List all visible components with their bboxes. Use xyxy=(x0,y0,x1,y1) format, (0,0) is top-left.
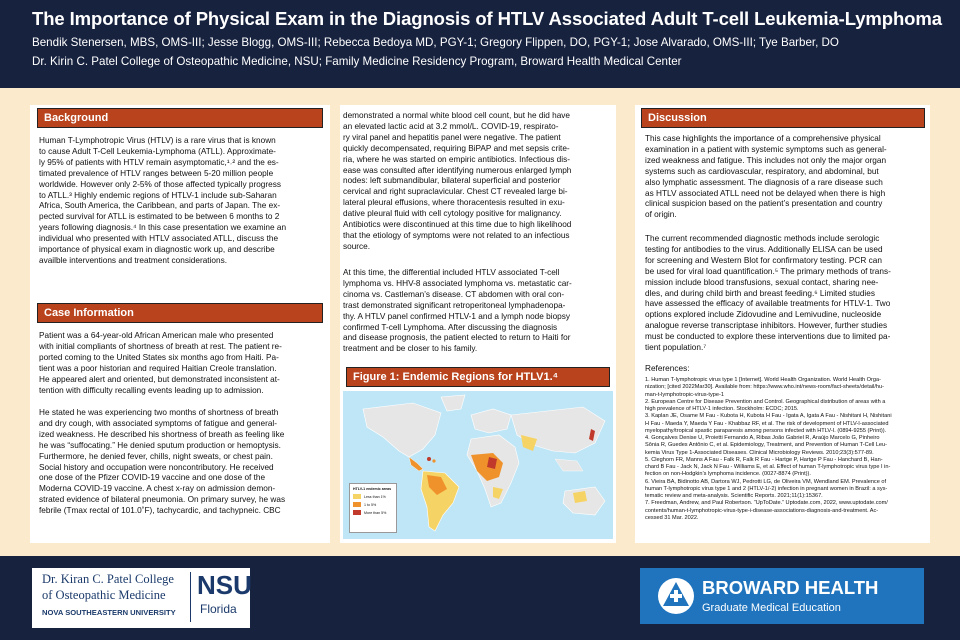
legend-title: HTLV-1 endemic areas xyxy=(353,487,392,491)
discussion-text-1: This case highlights the importance of a comprehensive physical examination in a patient with systemic symptoms such as general- ized weakness and fatigue. This includes not only the major organ systems such as cardiovascular, respiratory, and abdominal, but also lymphatic assessment. The diagnosis of a rare disease such as HTLV associated ATLL need not be delayed when there is high clinical suspicion based on the patient’s presentation and country of origin. xyxy=(645,134,887,220)
nsu-mark: NSU xyxy=(197,570,252,600)
broward-health-name: BROWARD HEALTH xyxy=(702,577,879,598)
map-legend xyxy=(349,483,397,533)
case-continued-text-2: At this time, the differential included HTLV associated T-cell lymphoma vs. HHV-8 associated lymphoma vs. metastatic car- cinoma vs. Castleman’s disease. CT abdomen with oral con- trast demonstrated significant retroperitoneal lymphadenopa- thy. A HTLV panel confirmed HTLV-1 and a lymph node biopsy confirmed T-cell Lymphoma. After discussing the diagnosis and disease prognosis, the patient elected to return to Haiti for treatment and be closer to his family. xyxy=(343,268,572,354)
legend-item-high: More than 5% xyxy=(364,510,387,515)
case-information-text-1: Patient was a 64-year-old African American male who presented with initial compliants of shortness of breath at rest. The patient re- ported coming to the United States six months ago from Haiti. Pa- tient was a poor historian and required Haitian Creole translation. He appeared alert and oriented, but demonstrated inconsistent at- tention with difficulty recalling events leading up to admission. xyxy=(39,331,282,395)
case-information-text-2: He stated he was experiencing two months of shortness of breath and dry cough, with associated symptoms of fatigue and general- ized weakness. He described his shortness of breath as feeling like he was “suffocating.” He denied sputum production or hemoptysis. Furthermore, he denied fever, chills, night sweats, or chest pain. Social history and occupation were noncontributory. He received one dose of the Pfizer COVID-19 vaccine and one dose of the Moderna COVID-19 vaccine. A chest x-ray on admission demon- strated evidence of bilateral pneumonia. On primary survey, he was febrile (Tmax rectal of 101.0˚F), tachycardic, and tachypneic. CBC xyxy=(39,408,286,516)
legend-item-mid: 1 to 5% xyxy=(364,502,377,507)
nsu-university-name: NOVA SOUTHEASTERN UNIVERSITY xyxy=(42,608,176,617)
poster-title: The Importance of Physical Exam in the Diagnosis of HTLV Associated Adult T-cell Leukemia-Lymphoma xyxy=(32,8,942,29)
right-column xyxy=(635,105,930,543)
left-column xyxy=(30,105,330,543)
case-continued-text-1: demonstrated a normal white blood cell count, but he did have an elevated lactic acid at 3.2 mmol/L. COVID-19, respirato- ry viral panel and hepatitis panel were negative. The patient quickly decompensated, requiring BiPAP and met sepsis crite- ria, where he was started on empiric antibiotics. Infectious dis- ease was consulted after identifying numerous enlarged lymph nodes: left submandibular, bilateral superficial and posterior cervical and right supraclavicular. Chest CT revealed large bi- lateral pleural effusions, where thoracentesis resulted in exu- dative pleural fluid with cell cytology positive for malignancy. Antibiotics were discontinued at this time due to high likelihood that the etiology of symptoms were not related to an infectious source. xyxy=(343,111,572,251)
discussion-text-2: The current recommended diagnostic methods include serologic testing for antibodies to the virus. Additionally ELISA can be used for screening and Western Blot for confirmatory testing. PCR can be used for viral load quantification.⁵ The primary methods of trans- mission include blood transfusions, sexual contact, sharing nee- dles, and during child birth and breast feeding.⁶ Limited studies have assessed the efficacy of available treatments for HTLV-1. Two options explored include Zidovudine and Lemivudine, nucleoside analogue reverse transcriptase inhibitors. However, further studies must be conducted to explore these interventions due to limited pa- tient population.⁷ xyxy=(645,234,891,353)
endemic-regions-map xyxy=(343,391,613,539)
middle-column xyxy=(340,105,616,543)
case-information-heading: Case Information xyxy=(37,303,323,323)
legend-item-low: Less than 1% xyxy=(364,494,386,499)
broward-health-logo xyxy=(640,568,924,624)
background-heading: Background xyxy=(37,108,323,128)
broward-health-emblem-icon xyxy=(656,576,696,616)
nsu-college-line-2: of Osteopathic Medicine xyxy=(42,588,166,602)
background-text: Human T-Lymphotropic Virus (HTLV) is a rare virus that is known to cause Adult T-Cell Leukemia-Lymphoma (ATLL). Approximate- ly 95% of patients with HTLV remain asymptomatic,¹˒² and the es- timated prevalence of HTLV ranges between 5-20 million people worldwide. However only 2-5% of those affected typically progress to ATLL.³ Highly endemic regions of HTLV-1 include sub-Saharan Africa, South America, the Caribbean, and parts of Japan. The ex- pected survival for ATLL is estimated to be between 6 months to 2 years following diagnosis.⁴ In this case presentation we examine an individual who presented with HTLV associated ATLL, discuss the importance of physical exam in diagnostic work up, and describe availble interventions and treatment considerations. xyxy=(39,136,287,265)
author-list: Bendik Stenersen, MBS, OMS-III; Jesse Blogg, OMS-III; Rebecca Bedoya MD, PGY-1; Gregory Flippen, DO, PGY-1; Jose Alvarado, OMS-III; Tye Barber, DO xyxy=(32,36,839,49)
nsu-logo xyxy=(32,568,250,628)
references-list: 1. Human T-lymphotropic virus type 1 [Internet]. World Health Organization. World Health Orga- nization; [cited 2022Mar30]. Available from: https://www.who.int/news-room/fact-sheets/detail/hu- man-t-lymphotropic-virus-type-1 2. European Centre for Disease Prevention and Control. Geographical distribution of areas with a high prevalence of HTLV-1 infection. Stockholm: ECDC; 2015. 3. Kaplan JE, Osame M Fau - Kubota H, Kubota H Fau - Igata A, Igata A Fau - Nishitani H, Nishitani H Fau - Maeda Y, Maeda Y Fau - Khabbaz RF, et al. The risk of development of HTLV-I-associated myelopathy/tropical spastic paraparesis among persons infected with HTLV-I. (0894-9255 (Print)). 4. Gonçalves Denise U, Proietti Fernando A, Ribas João Gabriel R, Araújo Marcelo G, Pinheiro Sônia R, Guedes Antônio C, et al. Epidemiology, Treatment, and Prevention of Human T-Cell Leu- kemia Virus Type 1-Associated Diseases. Clinical Microbiology Reviews. 2010;23(3):577-89. 5. Cleghorn FR, Manns A Fau - Falk R, Falk R Fau - Hartge P, Hartge P Fau - Hanchard B, Han- chard B Fau - Jack N, Jack N Fau - Williams E, et al. Effect of human T-lymphotropic virus type I in- fection on non-Hodgkin’s lymphoma incidence. (0027-8874 (Print)). 6. Vieira BA, Bidinotto AB, Dartora WJ, Pedrotti LG, de Oliveira VM, Wendland EM. Prevalence of human T-lymphotropic virus type 1 and 2 (HTLV-1/-2) infection in pregnant women in Brazil: a sys- tematic review and meta-analysis. Scientific Reports. 2021;11(1):15367. 7. Freedman, Andrew, and Paul Robertson. “UpToDate.” Uptodate.com, 2022, www.uptodate.com/ contents/human-t-lymphotropic-virus-type-i-disease-associations-diagnosis-and-treatment. Ac- cessed 31 Mar. 2022. xyxy=(645,377,892,521)
figure-heading: Figure 1: Endemic Regions for HTLV1.⁴ xyxy=(346,367,610,387)
broward-health-subtitle: Graduate Medical Education xyxy=(702,602,841,614)
references-title: References: xyxy=(645,364,690,373)
poster-header xyxy=(0,0,960,88)
logo-divider xyxy=(190,572,191,622)
nsu-florida: Florida xyxy=(200,602,237,616)
affiliations: Dr. Kirin C. Patel College of Osteopathic Medicine, NSU; Family Medicine Residency Program, Broward Health Medical Center xyxy=(32,55,682,68)
discussion-heading: Discussion xyxy=(641,108,925,128)
nsu-college-line-1: Dr. Kiran C. Patel College xyxy=(42,572,174,586)
